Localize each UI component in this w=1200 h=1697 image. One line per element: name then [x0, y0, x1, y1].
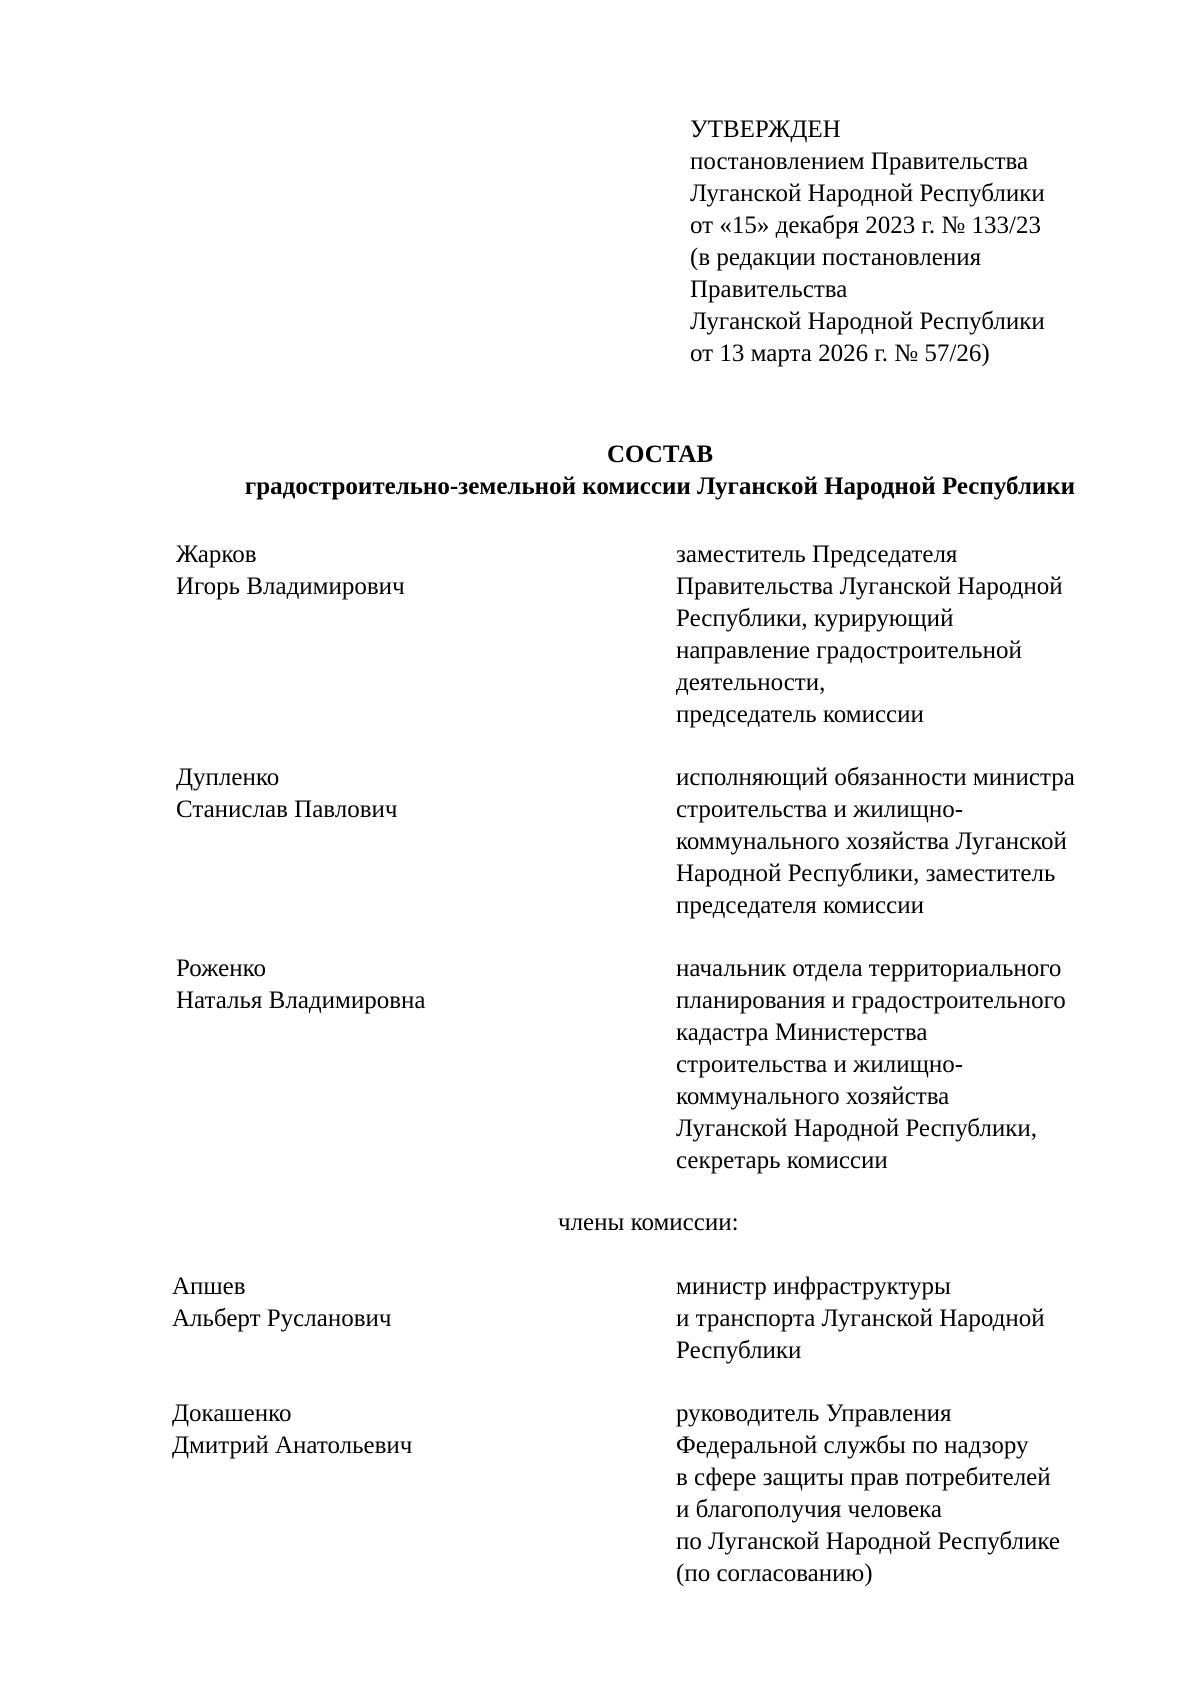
member-given-names: Игорь Владимирович: [176, 573, 405, 600]
member-position: [676, 539, 1176, 731]
position-line: строительства и жилищно-: [676, 796, 964, 823]
member-surname: Апшев: [172, 1273, 246, 1300]
document-title: СОСТАВ: [606, 441, 714, 468]
member-position: [676, 1398, 1176, 1590]
member-given-names: Дмитрий Анатольевич: [172, 1432, 413, 1459]
position-line: Народной Республики, заместитель: [676, 860, 1056, 887]
member-name: [172, 1271, 612, 1335]
document-subtitle: градостроительно-земельной комиссии Луганской Народной Республики: [244, 473, 1076, 500]
position-line: руководитель Управления: [676, 1400, 952, 1427]
member-name: [176, 762, 616, 826]
position-line: (по согласованию): [676, 1560, 873, 1587]
member-name: [176, 953, 616, 1017]
member-surname: Докашенко: [172, 1400, 292, 1427]
position-line: Федеральной службы по надзору: [676, 1432, 1029, 1459]
approval-line: (в редакции постановления: [690, 244, 982, 271]
member-name: [176, 539, 616, 603]
position-line: министр инфраструктуры: [676, 1273, 951, 1300]
position-line: заместитель Председателя: [676, 541, 958, 568]
member-given-names: Альберт Русланович: [172, 1305, 392, 1332]
approval-line: от «15» декабря 2023 г. № 133/23: [690, 212, 1041, 239]
position-line: Правительства Луганской Народной: [676, 573, 1063, 600]
position-line: начальник отдела территориального: [676, 955, 1062, 982]
position-line: направление градостроительной: [676, 637, 1022, 664]
position-line: председатель комиссии: [676, 701, 924, 728]
members-subheading: члены комиссии:: [558, 1209, 739, 1236]
position-line: и благополучия человека: [676, 1496, 942, 1523]
position-line: Луганской Народной Республики,: [676, 1115, 1037, 1142]
approval-line: Правительства: [690, 276, 848, 303]
member-given-names: Станислав Павлович: [176, 796, 398, 823]
position-line: в сфере защиты прав потребителей: [676, 1464, 1051, 1491]
position-line: строительства и жилищно-: [676, 1051, 964, 1078]
approval-line: постановлением Правительства: [690, 148, 1029, 175]
position-line: кадастра Министерства: [676, 1019, 928, 1046]
position-line: по Луганской Народной Республике: [676, 1528, 1060, 1555]
position-line: и транспорта Луганской Народной: [676, 1305, 1045, 1332]
member-surname: Дупленко: [176, 764, 280, 791]
position-line: деятельности,: [676, 669, 826, 696]
approval-stamp: [690, 114, 1160, 370]
approval-line: Луганской Народной Республики: [690, 308, 1045, 335]
member-position: [676, 1271, 1176, 1367]
member-surname: Роженко: [176, 955, 266, 982]
position-line: коммунального хозяйства Луганской: [676, 828, 1067, 855]
approval-line: от 13 марта 2026 г. № 57/26): [690, 340, 990, 367]
member-position: [676, 953, 1176, 1177]
approval-line: Луганской Народной Республики: [690, 180, 1045, 207]
position-line: Республики, курирующий: [676, 605, 954, 632]
member-position: [676, 762, 1176, 922]
document-heading: [0, 439, 1200, 503]
approval-line: УТВЕРЖДЕН: [690, 116, 841, 143]
position-line: исполняющий обязанности министра: [676, 764, 1075, 791]
position-line: планирования и градостроительного: [676, 987, 1066, 1014]
position-line: коммунального хозяйства: [676, 1083, 950, 1110]
member-name: [172, 1398, 612, 1462]
member-surname: Жарков: [176, 541, 257, 568]
position-line: Республики: [676, 1337, 802, 1364]
position-line: председателя комиссии: [676, 892, 924, 919]
position-line: секретарь комиссии: [676, 1147, 888, 1174]
member-given-names: Наталья Владимировна: [176, 987, 426, 1014]
